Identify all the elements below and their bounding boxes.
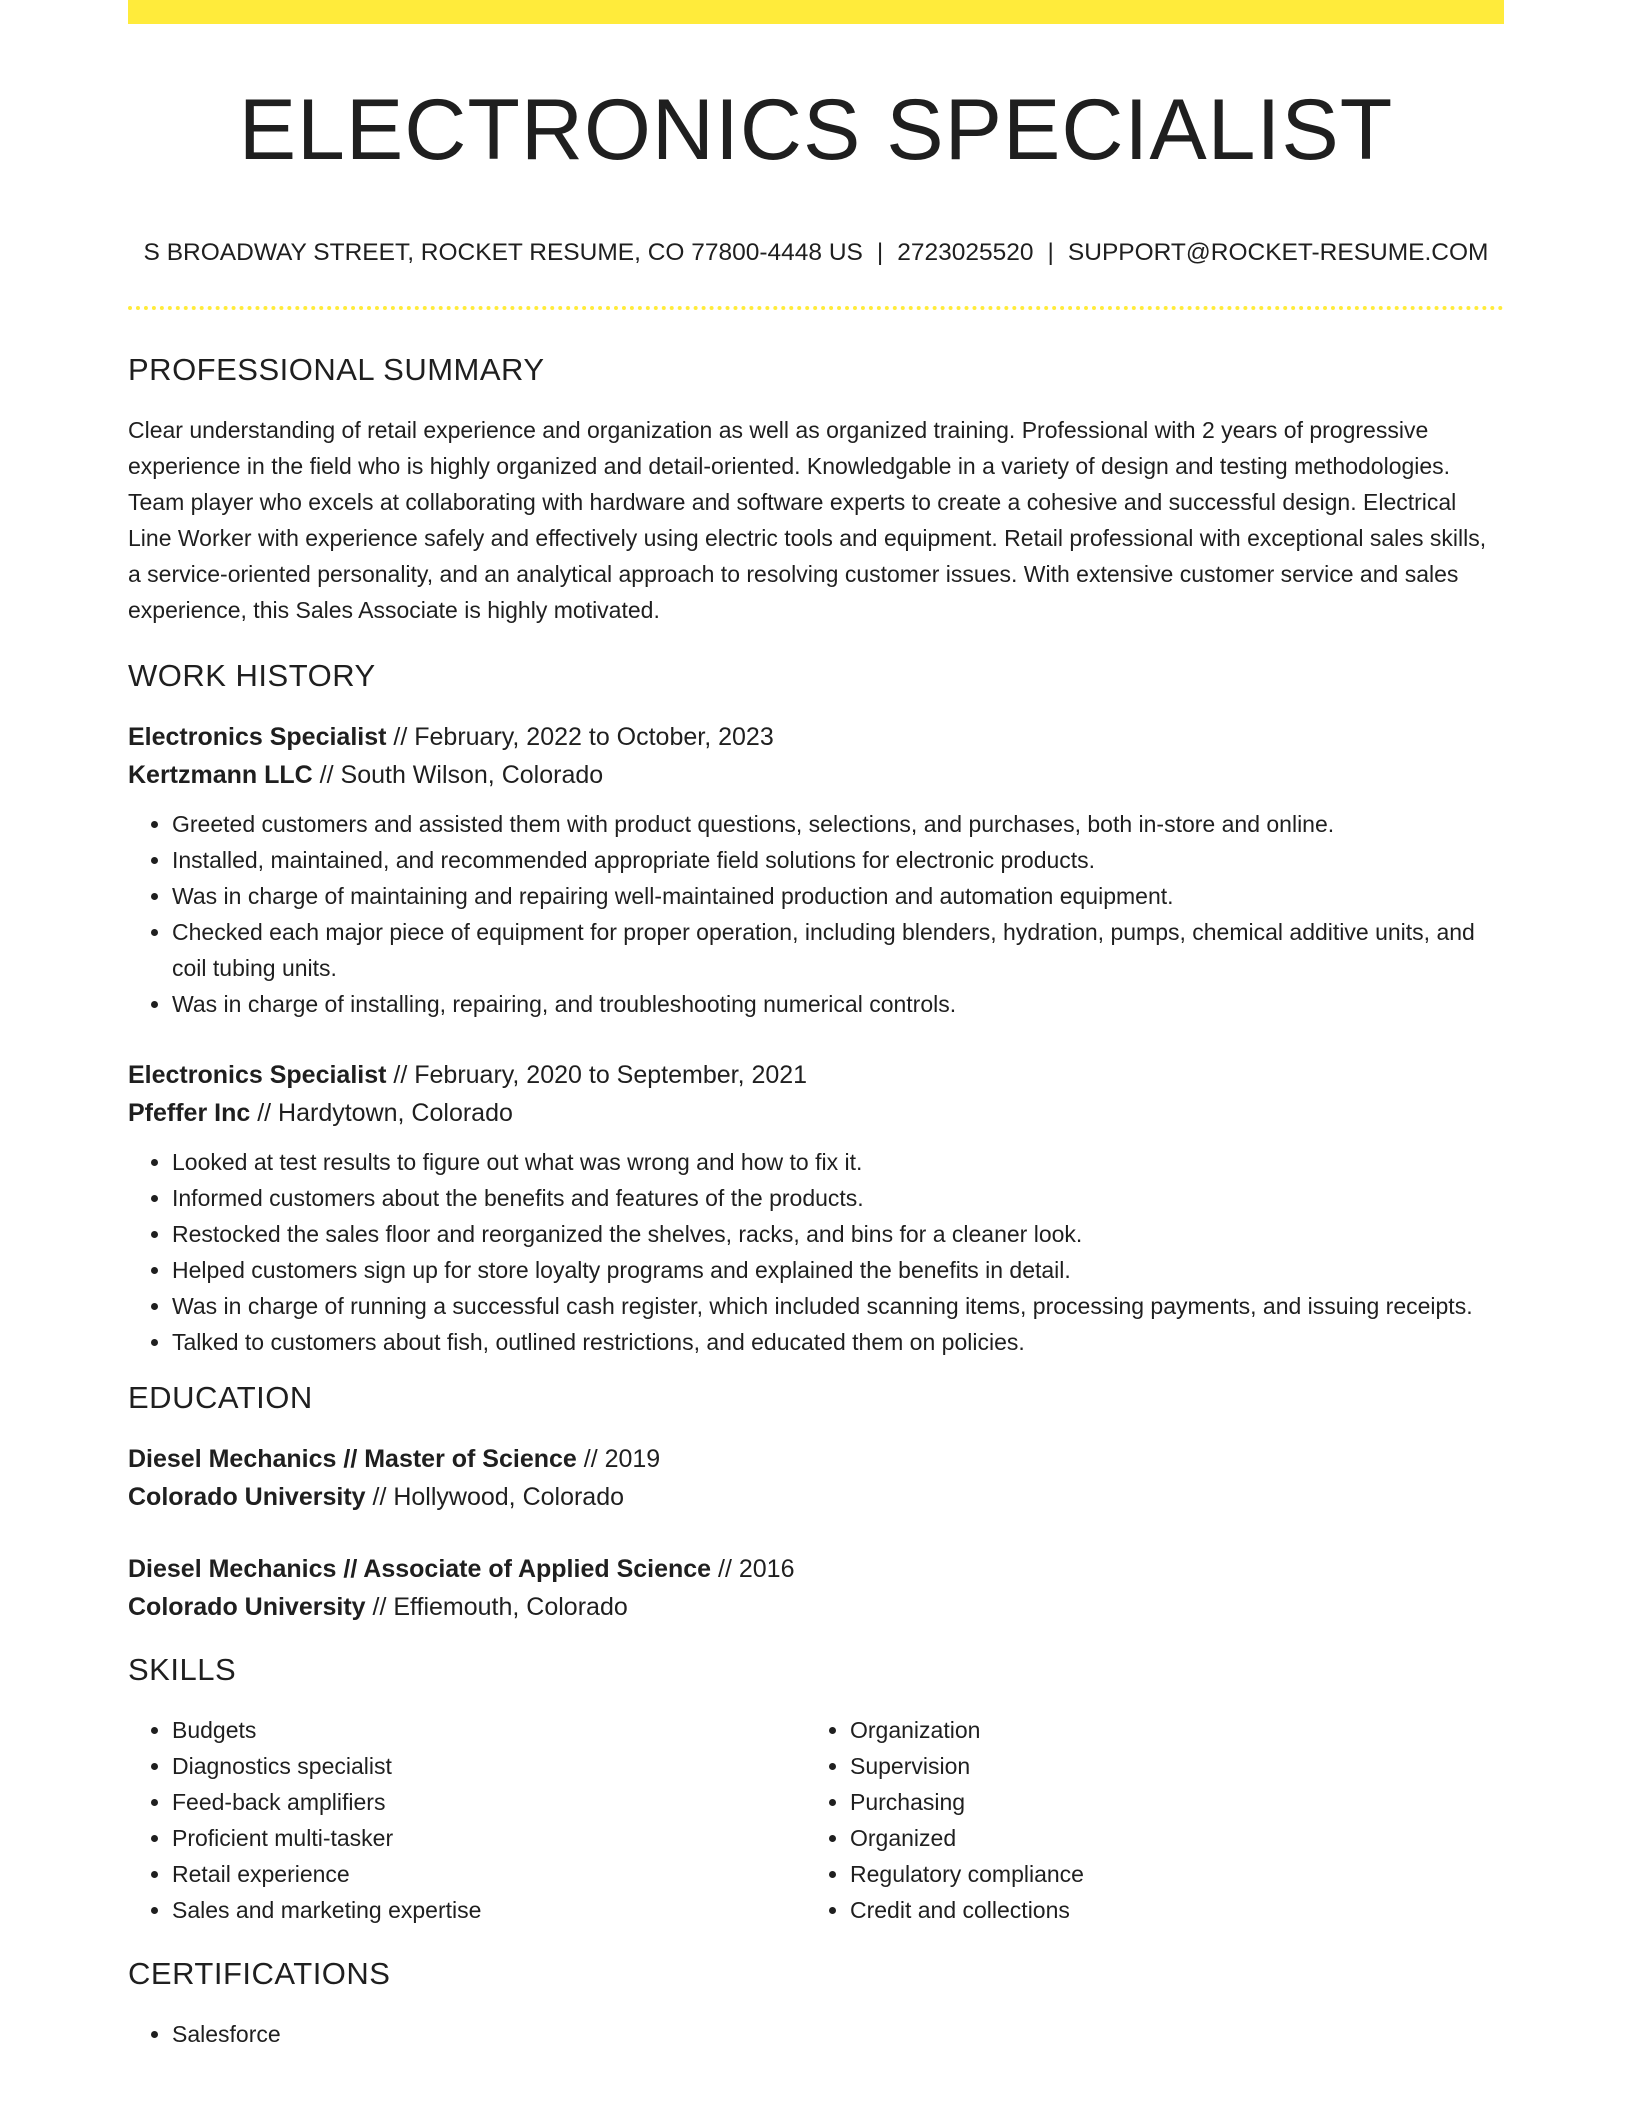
- job-location: // Hardytown, Colorado: [250, 1099, 513, 1127]
- resume-name: ELECTRONICS SPECIALIST: [238, 82, 1394, 178]
- school-name: Colorado University: [128, 1483, 366, 1511]
- summary-heading: PROFESSIONAL SUMMARY: [128, 352, 545, 387]
- skills-section: [128, 1650, 1504, 1928]
- degree-line: [128, 1440, 1504, 1478]
- skill-item: • Organized: [850, 1820, 1484, 1856]
- degree-year: // 2019: [576, 1445, 661, 1473]
- education-section: [128, 1378, 1504, 1626]
- job-bullet: • Restocked the sales floor and reorganized the shelves, racks, and bins for a cleaner look.: [172, 1216, 1504, 1252]
- skill-item: • Regulatory compliance: [850, 1856, 1484, 1892]
- job-dates: // February, 2020 to September, 2021: [386, 1061, 808, 1089]
- degree-line: [128, 1550, 1504, 1588]
- work-history-section: [128, 656, 1504, 1360]
- job-bullets: [128, 1144, 1504, 1360]
- degree-name: Diesel Mechanics // Associate of Applied Science: [128, 1555, 712, 1583]
- certification-item: • Salesforce: [172, 2016, 1504, 2052]
- job-bullet: • Greeted customers and assisted them with product questions, selections, and purchases, both in-store and online.: [172, 806, 1504, 842]
- job-company: Kertzmann LLC: [128, 761, 313, 789]
- header-divider: [128, 306, 1504, 310]
- skills-columns: [128, 1712, 1504, 1928]
- skill-item: • Credit and collections: [850, 1892, 1484, 1928]
- skill-item: • Retail experience: [172, 1856, 806, 1892]
- job-company: Pfeffer Inc: [128, 1099, 251, 1127]
- skill-item: • Supervision: [850, 1748, 1484, 1784]
- degree-name: Diesel Mechanics // Master of Science: [128, 1445, 577, 1473]
- school-location: // Effiemouth, Colorado: [365, 1593, 628, 1621]
- job-company-line: [128, 1094, 1504, 1132]
- job-bullet: • Installed, maintained, and recommended appropriate field solutions for electronic products.: [172, 842, 1504, 878]
- certifications-section: [128, 1954, 1504, 2052]
- work-history-heading: WORK HISTORY: [128, 658, 376, 693]
- accent-bar: [128, 0, 1504, 24]
- skill-item: • Purchasing: [850, 1784, 1484, 1820]
- education-entry: [128, 1440, 1504, 1516]
- skill-item: • Organization: [850, 1712, 1484, 1748]
- school-line: [128, 1588, 1504, 1626]
- resume-content: [128, 350, 1504, 2052]
- job-title-line: [128, 718, 1504, 756]
- job-title-line: [128, 1056, 1504, 1094]
- school-name: Colorado University: [128, 1593, 366, 1621]
- degree-year: // 2016: [711, 1555, 795, 1583]
- job-dates: // February, 2022 to October, 2023: [386, 723, 774, 751]
- contact-separator: |: [1047, 239, 1054, 266]
- certifications-heading: CERTIFICATIONS: [128, 1956, 391, 1991]
- phone-text: 2723025520: [897, 239, 1034, 266]
- summary-section: [128, 350, 1504, 628]
- skills-list-right: [806, 1712, 1484, 1928]
- job-bullets: [128, 806, 1504, 1022]
- job-entry: [128, 1056, 1504, 1360]
- school-line: [128, 1478, 1504, 1516]
- skill-item: • Feed-back amplifiers: [172, 1784, 806, 1820]
- job-location: // South Wilson, Colorado: [312, 761, 604, 789]
- school-location: // Hollywood, Colorado: [365, 1483, 625, 1511]
- job-bullet: • Was in charge of maintaining and repairing well-maintained production and automation equipment.: [172, 878, 1504, 914]
- skill-item: • Sales and marketing expertise: [172, 1892, 806, 1928]
- skills-heading: SKILLS: [128, 1652, 237, 1687]
- skill-item: • Budgets: [172, 1712, 806, 1748]
- skills-list-left: [128, 1712, 806, 1928]
- skill-item: • Proficient multi-tasker: [172, 1820, 806, 1856]
- education-heading: EDUCATION: [128, 1380, 313, 1415]
- certifications-list: [128, 2016, 1504, 2052]
- summary-text: Clear understanding of retail experience and organization as well as organized training. Professional with 2 years of progressive experience in the field who is highly organized and detail-oriented. Knowledgable in a variety of design and testing methodologies. Team player who excels at collaborating with hardware and software experts to create a cohesive and successful design. Electrical Line Worker with experience safely and effectively using electric tools and equipment. Retail professional with exceptional sales skills, a service-oriented personality, and an analytical approach to resolving customer issues. With extensive customer service and sales experience, this Sales Associate is highly motivated.: [128, 417, 1487, 623]
- skill-item: • Diagnostics specialist: [172, 1748, 806, 1784]
- job-title: Electronics Specialist: [128, 1061, 387, 1089]
- email-link[interactable]: SUPPORT@ROCKET-RESUME.COM: [1067, 239, 1489, 266]
- job-title: Electronics Specialist: [128, 723, 387, 751]
- education-entry: [128, 1550, 1504, 1626]
- contact-line: [128, 236, 1504, 270]
- job-entry: [128, 718, 1504, 1022]
- job-bullet: • Was in charge of running a successful cash register, which included scanning items, processing payments, and issuing receipts.: [172, 1288, 1504, 1324]
- contact-separator: |: [876, 239, 884, 266]
- job-bullet: • Helped customers sign up for store loyalty programs and explained the benefits in detail.: [172, 1252, 1504, 1288]
- job-bullet: • Checked each major piece of equipment for proper operation, including blenders, hydration, pumps, chemical additive units, and coil tubing units.: [172, 914, 1504, 986]
- job-bullet: • Informed customers about the benefits and features of the products.: [172, 1180, 1504, 1216]
- job-bullet: • Talked to customers about fish, outlined restrictions, and educated them on policies.: [172, 1324, 1504, 1360]
- address-text: S BROADWAY STREET, ROCKET RESUME, CO 77800-4448 US: [143, 239, 863, 266]
- job-bullet: • Was in charge of installing, repairing, and troubleshooting numerical controls.: [172, 986, 1504, 1022]
- job-bullet: • Looked at test results to figure out what was wrong and how to fix it.: [172, 1144, 1504, 1180]
- job-company-line: [128, 756, 1504, 794]
